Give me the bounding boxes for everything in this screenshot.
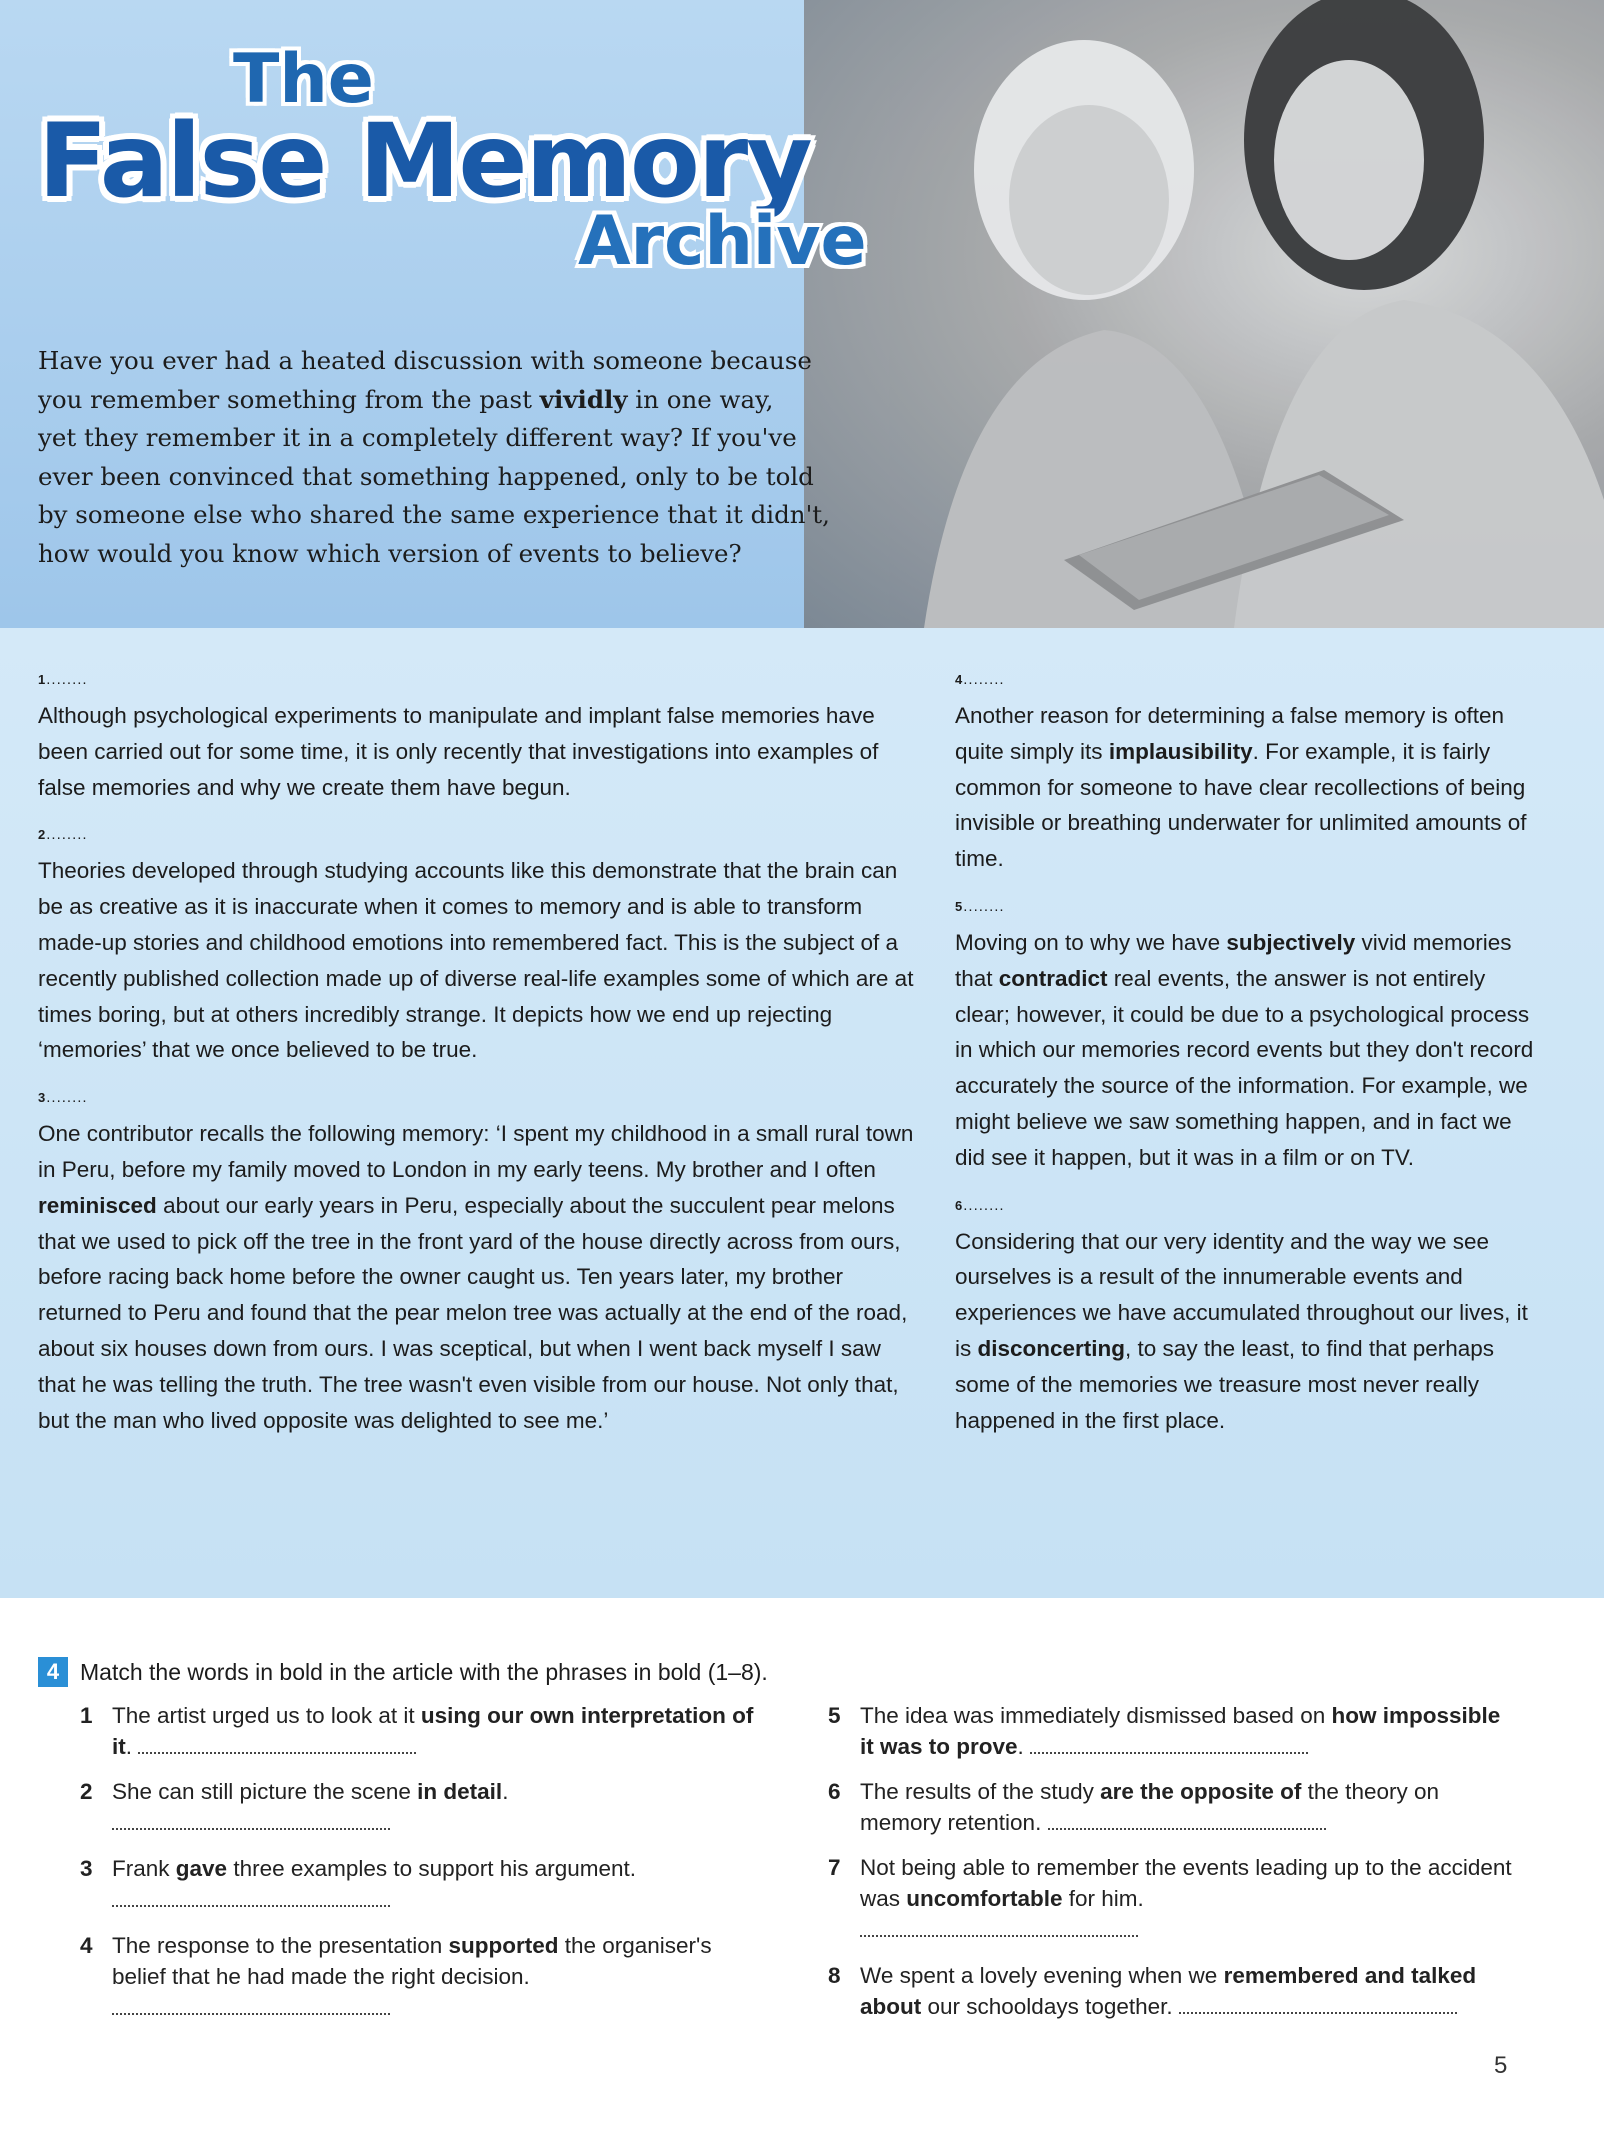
gap-marker-5: 5........ — [955, 897, 1005, 915]
answer-blank-3[interactable] — [112, 1885, 390, 1907]
answer-line-2 — [80, 1807, 770, 1845]
gap-marker-6: 6........ — [955, 1196, 1005, 1214]
answer-blank-6[interactable] — [1048, 1808, 1326, 1830]
answer-blank-7[interactable] — [860, 1915, 1138, 1937]
page-number: 5 — [1494, 2052, 1508, 2079]
exercise-item-6: 6 The results of the study are the opposite of the theory on memory retention. — [828, 1779, 1439, 1835]
intro-paragraph — [38, 342, 838, 574]
exercise-item-1: 1 The artist urged us to look at it using our own interpretation of it. — [80, 1703, 754, 1759]
photo-illustration — [804, 0, 1604, 628]
answer-blank-8[interactable] — [1179, 1992, 1457, 2014]
bold-word-subjectively: subjectively — [1226, 929, 1356, 955]
photo-two-women-looking-at-album — [804, 0, 1604, 628]
title-the: The — [233, 40, 374, 119]
answer-line-7 — [828, 1914, 1518, 1952]
exercise-number-badge: 4 — [38, 1657, 68, 1687]
intro-line: yet they remember it in a completely different way? If you've — [38, 423, 797, 453]
hero-banner — [0, 0, 1604, 628]
exercise-item-3: 3 Frank gave three examples to support his argument. — [80, 1856, 637, 1881]
gap-marker-4: 4........ — [955, 671, 1005, 688]
intro-line: you remember something from the past vividly in one way, — [38, 384, 774, 414]
article-title — [38, 40, 867, 290]
exercise-item-5: 5 The idea was immediately dismissed based on how impossible it was to prove. — [828, 1703, 1501, 1759]
title-main: False Memory — [38, 102, 811, 221]
gap-marker-1: 1........ — [38, 671, 88, 688]
answer-blank-5[interactable] — [1030, 1732, 1308, 1754]
answer-blank-1[interactable] — [138, 1732, 416, 1754]
article-paragraph-2: Theories developed through studying accounts like this demonstrate that the brain can be as creative as it is inaccurate when it comes to memory and is able to transform made-up stories and childhood emotions into remembered fact. This is the subject of a recently published collection made up of diverse real-life examples some of which are at times boring, but at others incredibly strange. It depicts how we end up rejecting ‘memories’ that we once believed to be true. — [38, 858, 914, 1063]
exercise-item-2: 2 She can still picture the scene in detail. — [80, 1779, 509, 1804]
bold-word-vividly: vividly — [539, 384, 628, 414]
answer-line-3 — [80, 1884, 770, 1922]
article-paragraph-4: Another reason for determining a false memory is often quite simply its implausibility. For example, it is fairly common for someone to have clear recollections of being invisible or breathing underwater for unlimited amounts of time. — [955, 703, 1527, 872]
bold-word-contradict: contradict — [998, 965, 1108, 991]
intro-line: how would you know which version of events to believe? — [38, 538, 742, 568]
exercise-column-left — [80, 1700, 770, 2030]
exercise-item-7: 7 Not being able to remember the events leading up to the accident was uncomfortable for him. — [828, 1855, 1512, 1911]
article-paragraph-6: Considering that our very identity and the way we see ourselves is a result of the innumerable events and experiences we have accumulated throughout our lives, it is disconcerting, to say the least, to find that perhaps some of the memories we treasure most never really happened in the first place. — [955, 1228, 1528, 1433]
article-paragraph-5: Moving on to why we have subjectively vivid memories that contradict real events, the answer is not entirely clear; however, it could be due to a psychological process in which our memories record events but they don't record accurately the source of the information. For example, we might believe we saw something happen, and in fact we did see it happen, but it was in a film or on TV. — [955, 929, 1534, 1170]
intro-line: Have you ever had a heated discussion with someone because — [38, 346, 812, 375]
exercise-heading — [38, 1657, 768, 1687]
intro-line: by someone else who shared the same experience that it didn't, — [38, 500, 830, 530]
gap-marker-2: 2........ — [38, 826, 88, 844]
article-column-right — [955, 662, 1535, 1450]
bold-word-implausibility: implausibility — [1108, 738, 1253, 764]
title-archive: Archive — [578, 202, 867, 281]
bold-word-reminisced: reminisced — [38, 1192, 157, 1218]
gap-marker-3: 3........ — [38, 1089, 88, 1107]
exercise-column-right — [828, 1700, 1518, 2022]
intro-line: ever been convinced that something happened, only to be told — [38, 461, 814, 491]
article-column-left — [38, 662, 918, 1450]
answer-blank-4[interactable] — [112, 1993, 390, 2015]
bold-word-disconcerting: disconcerting — [977, 1335, 1126, 1361]
answer-blank-2[interactable] — [112, 1808, 390, 1830]
exercise-item-4: 4 The response to the presentation supported the organiser's belief that he had made the right decision. — [80, 1933, 712, 1989]
article-paragraph-1: Although psychological experiments to manipulate and implant false memories have been carried out for some time, it is only recently that investigations into examples of false memories and why we create them have begun. — [38, 703, 879, 800]
answer-line-4 — [80, 1992, 770, 2030]
exercise-instruction: Match the words in bold in the article with the phrases in bold (1–8). — [80, 1658, 768, 1685]
article-paragraph-3: One contributor recalls the following memory: ‘I spent my childhood in a small rural town in Peru, before my family moved to London in my early teens. My brother and I often reminisced about our early years in Peru, especially about the succulent pear melons that we used to pick off the tree in the front yard of the house directly across from ours, before racing back home before the owner caught us. Ten years later, my brother returned to Peru and found that the pear melon tree was actually at the end of the road, about six houses down from ours. I was sceptical, but when I went back myself I saw that he was telling the truth. The tree wasn't even visible from our house. Not only that, but the man who lived opposite was delighted to see me.’ — [38, 1121, 914, 1433]
exercise-item-8: 8 We spent a lovely evening when we remembered and talked about our schooldays together. — [828, 1963, 1477, 2019]
